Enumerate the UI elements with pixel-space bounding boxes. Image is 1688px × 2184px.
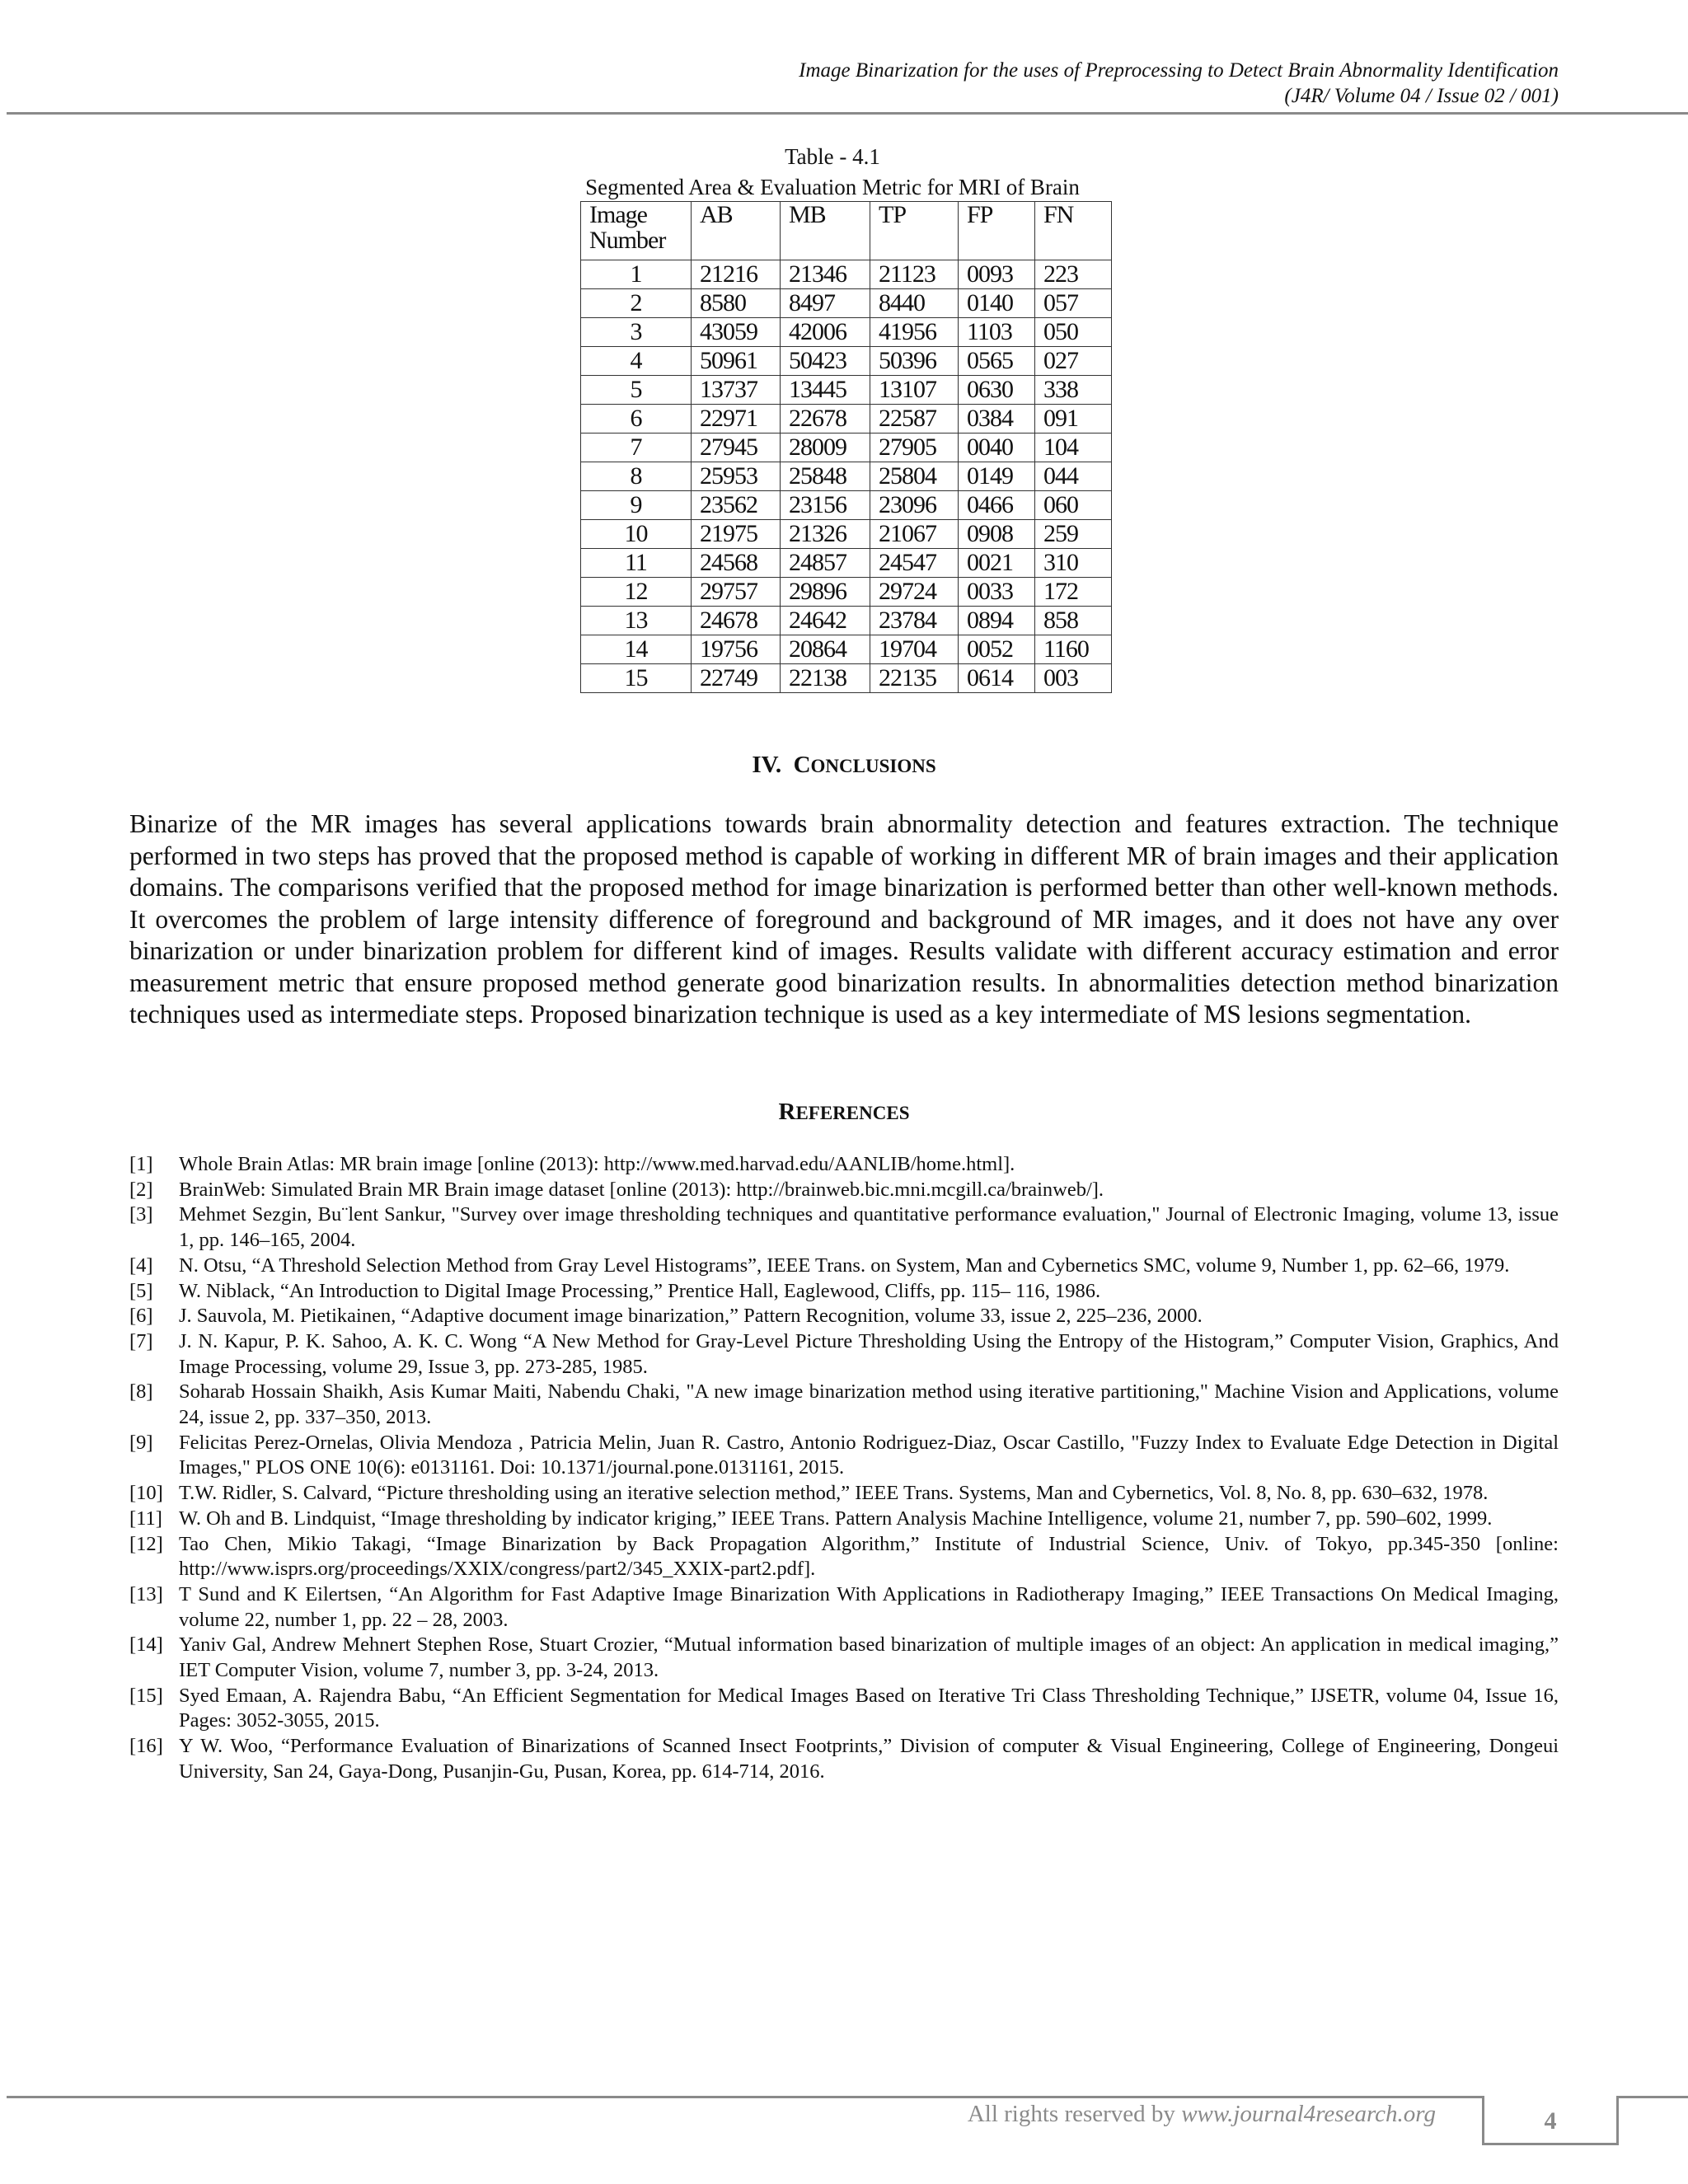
column-header: AB [692, 202, 781, 260]
reference-text: Y W. Woo, “Performance Evaluation of Binarizations of Scanned Insect Footprints,” Division of computer & Visual Engineering, College of Engineering, Dongeui University, San 24, Gaya-Dong, Pusanjin-Gu, Pusan, Korea, pp. 614-714, 2016. [179, 1735, 1559, 1783]
table-row [581, 664, 1112, 693]
table-cell: 13737 [692, 376, 781, 405]
reference-list [129, 1152, 1559, 1785]
section-title-rest: ONCLUSIONS [810, 756, 936, 776]
table-cell: 0565 [959, 347, 1035, 376]
table-cell: 0466 [959, 491, 1035, 520]
column-header: MB [781, 202, 870, 260]
table-cell: 060 [1035, 491, 1112, 520]
table-cell: 8580 [692, 289, 781, 318]
table-cell: 0033 [959, 578, 1035, 607]
column-header: TP [870, 202, 959, 260]
reference-item [129, 1202, 1559, 1253]
table-cell: 29724 [870, 578, 959, 607]
table-cell: 338 [1035, 376, 1112, 405]
table-cell: 24857 [781, 549, 870, 578]
reference-text: J. Sauvola, M. Pietikainen, “Adaptive document image binarization,” Pattern Recognition, volume 33, issue 2, 225–236, 2000. [179, 1305, 1203, 1328]
table-cell: 0040 [959, 434, 1035, 462]
reference-item [129, 1582, 1559, 1633]
running-header [405, 58, 1559, 109]
table-row [581, 434, 1112, 462]
table-row [581, 549, 1112, 578]
reference-text: N. Otsu, “A Threshold Selection Method from Gray Level Histograms”, IEEE Trans. on System, Man and Cybernetics SMC, volume 9, Number 1, pp. 62–66, 1979. [179, 1254, 1510, 1277]
table-cell: 50961 [692, 347, 781, 376]
reference-text: Syed Emaan, A. Rajendra Babu, “An Efficient Segmentation for Medical Images Based on Iterative Tri Class Thresholding Technique,” IJSETR, volume 04, Issue 16, Pages: 3052-3055, 2015. [179, 1684, 1559, 1732]
reference-number: [12] [129, 1532, 163, 1555]
reference-item [129, 1254, 1559, 1279]
table-cell: 21216 [692, 260, 781, 289]
reference-number: [1] [129, 1153, 153, 1175]
table-cell: 259 [1035, 520, 1112, 549]
reference-item [129, 1633, 1559, 1683]
references-heading [0, 1099, 1688, 1126]
table-row [581, 347, 1112, 376]
footer-rule [7, 2096, 1482, 2098]
reference-text: T.W. Ridler, S. Calvard, “Picture thresholding using an iterative selection method,” IEEE Trans. Systems, Man and Cybernetics, Vol. 8, No. 8, pp. 630–632, 1978. [179, 1482, 1489, 1505]
table-cell: 22138 [781, 664, 870, 693]
table-cell: 8440 [870, 289, 959, 318]
reference-item [129, 1507, 1559, 1532]
table-cell: 223 [1035, 260, 1112, 289]
conclusions-heading [0, 752, 1688, 779]
table-cell: 22587 [870, 405, 959, 434]
table-cell: 091 [1035, 405, 1112, 434]
table-cell: 23156 [781, 491, 870, 520]
image-number-cell: 11 [581, 549, 692, 578]
reference-number: [9] [129, 1431, 153, 1454]
table-cell: 24547 [870, 549, 959, 578]
image-number-cell: 7 [581, 434, 692, 462]
table-cell: 25953 [692, 462, 781, 491]
image-number-cell: 6 [581, 405, 692, 434]
table-cell: 0908 [959, 520, 1035, 549]
table-cell: 24568 [692, 549, 781, 578]
table-cell: 24642 [781, 607, 870, 635]
table-cell: 13445 [781, 376, 870, 405]
table-cell: 027 [1035, 347, 1112, 376]
table-cell: 0021 [959, 549, 1035, 578]
reference-text: J. N. Kapur, P. K. Sahoo, A. K. C. Wong “A New Method for Gray-Level Picture Thresholding Using the Entropy of the Histogram,” Computer Vision, Graphics, And Image Processing, volume 29, Issue 3, pp. 273-285, 1985. [179, 1329, 1559, 1378]
section-title-rest: EFERENCES [795, 1103, 910, 1123]
reference-text: Yaniv Gal, Andrew Mehnert Stephen Rose, Stuart Crozier, “Mutual information based binarization of multiple images of an object: An application in medical imaging,” IET Computer Vision, volume 7, number 3, pp. 3-24, 2013. [179, 1633, 1559, 1682]
table-cell: 42006 [781, 318, 870, 347]
table-cell: 172 [1035, 578, 1112, 607]
table-cell: 22971 [692, 405, 781, 434]
table-cell: 21067 [870, 520, 959, 549]
table-cell: 43059 [692, 318, 781, 347]
table-cell: 19704 [870, 635, 959, 664]
footer-rights [824, 2101, 1436, 2128]
table-cell: 104 [1035, 434, 1112, 462]
reference-item [129, 1279, 1559, 1305]
reference-text: BrainWeb: Simulated Brain MR Brain image dataset [online (2013): http://brainweb.bic.mni.mcgill.ca/brainweb/]. [179, 1178, 1104, 1201]
section-number: IV. [752, 752, 782, 778]
evaluation-metric-table [580, 201, 1112, 693]
reference-item [129, 1684, 1559, 1734]
reference-item [129, 1380, 1559, 1430]
table-cell: 0093 [959, 260, 1035, 289]
image-number-cell: 15 [581, 664, 692, 693]
image-number-cell: 13 [581, 607, 692, 635]
reference-item [129, 1481, 1559, 1507]
table-cell: 28009 [781, 434, 870, 462]
table-cell: 0894 [959, 607, 1035, 635]
table-row [581, 318, 1112, 347]
table-row [581, 405, 1112, 434]
table-cell: 0384 [959, 405, 1035, 434]
reference-number: [11] [129, 1507, 162, 1530]
footer-rule-tail [1616, 2096, 1688, 2098]
image-number-cell: 8 [581, 462, 692, 491]
table-cell: 29896 [781, 578, 870, 607]
table-cell: 0614 [959, 664, 1035, 693]
reference-number: [15] [129, 1684, 163, 1707]
table-cell: 29757 [692, 578, 781, 607]
reference-number: [4] [129, 1254, 153, 1277]
reference-number: [7] [129, 1329, 153, 1352]
table-cell: 22678 [781, 405, 870, 434]
table-cell: 25848 [781, 462, 870, 491]
image-number-cell: 5 [581, 376, 692, 405]
reference-text: Soharab Hossain Shaikh, Asis Kumar Maiti, Nabendu Chaki, "A new image binarization method using iterative partitioning," Machine Vision and Applications, volume 24, issue 2, pp. 337–350, 2013. [179, 1380, 1559, 1429]
table-row [581, 491, 1112, 520]
table-cell: 27945 [692, 434, 781, 462]
table-cell: 23096 [870, 491, 959, 520]
table-label: Table - 4.1 [785, 144, 880, 169]
table-cell: 21975 [692, 520, 781, 549]
table-cell: 044 [1035, 462, 1112, 491]
table-cell: 13107 [870, 376, 959, 405]
table-cell: 22135 [870, 664, 959, 693]
image-number-cell: 4 [581, 347, 692, 376]
table-row [581, 635, 1112, 664]
header-title: Image Binarization for the uses of Preprocessing to Detect Brain Abnormality Identification [799, 59, 1559, 82]
reference-item [129, 1431, 1559, 1481]
reference-number: [16] [129, 1735, 163, 1758]
table-cell: 23784 [870, 607, 959, 635]
table-row [581, 260, 1112, 289]
reference-number: [10] [129, 1482, 163, 1505]
table-cell: 21346 [781, 260, 870, 289]
reference-item [129, 1178, 1559, 1203]
reference-item [129, 1329, 1559, 1380]
reference-item [129, 1304, 1559, 1329]
rights-text: All rights reserved by [967, 2101, 1175, 2127]
column-header: FN [1035, 202, 1112, 260]
column-header: Image Number [581, 202, 692, 260]
image-number-cell: 12 [581, 578, 692, 607]
reference-number: [2] [129, 1178, 153, 1201]
image-number-cell: 3 [581, 318, 692, 347]
reference-item [129, 1152, 1559, 1178]
section-title-initial: C [793, 752, 811, 778]
table-row [581, 578, 1112, 607]
reference-number: [8] [129, 1380, 153, 1404]
reference-text: Felicitas Perez-Ornelas, Olivia Mendoza , Patricia Melin, Juan R. Castro, Antonio Rodriguez-Diaz, Oscar Castillo, "Fuzzy Index to Evaluate Edge Detection in Digital Images," PLOS ONE 10(6): e0131161. Doi: 10.1371/journal.pone.0131161, 2015. [179, 1431, 1559, 1479]
image-number-cell: 10 [581, 520, 692, 549]
header-issue: (J4R/ Volume 04 / Issue 02 / 001) [1284, 85, 1559, 107]
reference-number: [14] [129, 1633, 163, 1657]
reference-text: Tao Chen, Mikio Takagi, “Image Binarization by Back Propagation Algorithm,” Institute of Industrial Science, Univ. of Tokyo, pp.345-350 [online: http://www.isprs.org/proceedings/XXIX/congress/part2/345_XXIX-part2.pdf]. [179, 1532, 1559, 1581]
image-number-cell: 14 [581, 635, 692, 664]
journal-website-link[interactable]: www.journal4research.org [1181, 2101, 1436, 2127]
column-header: FP [959, 202, 1035, 260]
table-cell: 0140 [959, 289, 1035, 318]
table-cell: 057 [1035, 289, 1112, 318]
table-cell: 1103 [959, 318, 1035, 347]
header-rule [7, 112, 1688, 115]
reference-item [129, 1532, 1559, 1582]
image-number-cell: 2 [581, 289, 692, 318]
image-number-cell: 9 [581, 491, 692, 520]
table-cell: 41956 [870, 318, 959, 347]
table-header-row [581, 202, 1112, 260]
table-cell: 310 [1035, 549, 1112, 578]
reference-item [129, 1734, 1559, 1784]
conclusions-paragraph: Binarize of the MR images has several applications towards brain abnormality detection and features extraction. The technique performed in two steps has proved that the proposed method is capable of working in different MR of brain images and their application domains. The comparisons verified that the proposed method for image binarization is performed better than other well-known methods. It overcomes the problem of large intensity difference of foreground and background of MR images, and it does not have any over binarization or under binarization problem for different kind of images. Results validate with different accuracy estimation and error measurement metric that ensure proposed method generate good binarization results. In abnormalities detection method binarization techniques used as intermediate steps. Proposed binarization technique is used as a key intermediate of MS lesions segmentation. [129, 809, 1559, 1029]
reference-text: T Sund and K Eilertsen, “An Algorithm for Fast Adaptive Image Binarization With Applications in Radiotherapy Imaging,” IEEE Transactions On Medical Imaging, volume 22, number 1, pp. 22 – 28, 2003. [179, 1582, 1559, 1631]
table-row [581, 289, 1112, 318]
table-cell: 0630 [959, 376, 1035, 405]
reference-number: [6] [129, 1305, 153, 1328]
table-cell: 8497 [781, 289, 870, 318]
image-number-cell: 1 [581, 260, 692, 289]
table-cell: 24678 [692, 607, 781, 635]
table-cell: 50423 [781, 347, 870, 376]
reference-text: Whole Brain Atlas: MR brain image [online (2013): http://www.med.harvad.edu/AANLIB/home.html]. [179, 1153, 1015, 1175]
table-caption [0, 142, 1688, 203]
table-cell: 0052 [959, 635, 1035, 664]
table-cell: 050 [1035, 318, 1112, 347]
reference-text: Mehmet Sezgin, Bu¨lent Sankur, "Survey over image thresholding techniques and quantitative performance evaluation," Journal of Electronic Imaging, volume 13, issue 1, pp. 146–165, 2004. [179, 1203, 1559, 1252]
reference-number: [5] [129, 1279, 153, 1302]
section-title-initial: R [778, 1099, 796, 1125]
table-cell: 20864 [781, 635, 870, 664]
reference-text: W. Niblack, “An Introduction to Digital Image Processing,” Prentice Hall, Eaglewood, Cliffs, pp. 115– 116, 1986. [179, 1279, 1101, 1302]
table-row [581, 520, 1112, 549]
table-cell: 21326 [781, 520, 870, 549]
reference-number: [13] [129, 1582, 163, 1605]
table-cell: 50396 [870, 347, 959, 376]
page-number: 4 [1544, 2107, 1557, 2135]
table-cell: 1160 [1035, 635, 1112, 664]
reference-text: W. Oh and B. Lindquist, “Image thresholding by indicator kriging,” IEEE Trans. Pattern Analysis Machine Intelligence, volume 21, number 7, pp. 590–602, 1999. [179, 1507, 1493, 1530]
table-cell: 19756 [692, 635, 781, 664]
table-cell: 27905 [870, 434, 959, 462]
table-body [581, 260, 1112, 693]
table-row [581, 376, 1112, 405]
reference-number: [3] [129, 1203, 153, 1226]
table-cell: 22749 [692, 664, 781, 693]
table-cell: 0149 [959, 462, 1035, 491]
table-row [581, 607, 1112, 635]
table-cell: 858 [1035, 607, 1112, 635]
table-cell: 25804 [870, 462, 959, 491]
table-cell: 23562 [692, 491, 781, 520]
table-cell: 003 [1035, 664, 1112, 693]
table-title: Segmented Area & Evaluation Metric for MRI of Brain [585, 175, 1080, 199]
table-cell: 21123 [870, 260, 959, 289]
table-row [581, 462, 1112, 491]
